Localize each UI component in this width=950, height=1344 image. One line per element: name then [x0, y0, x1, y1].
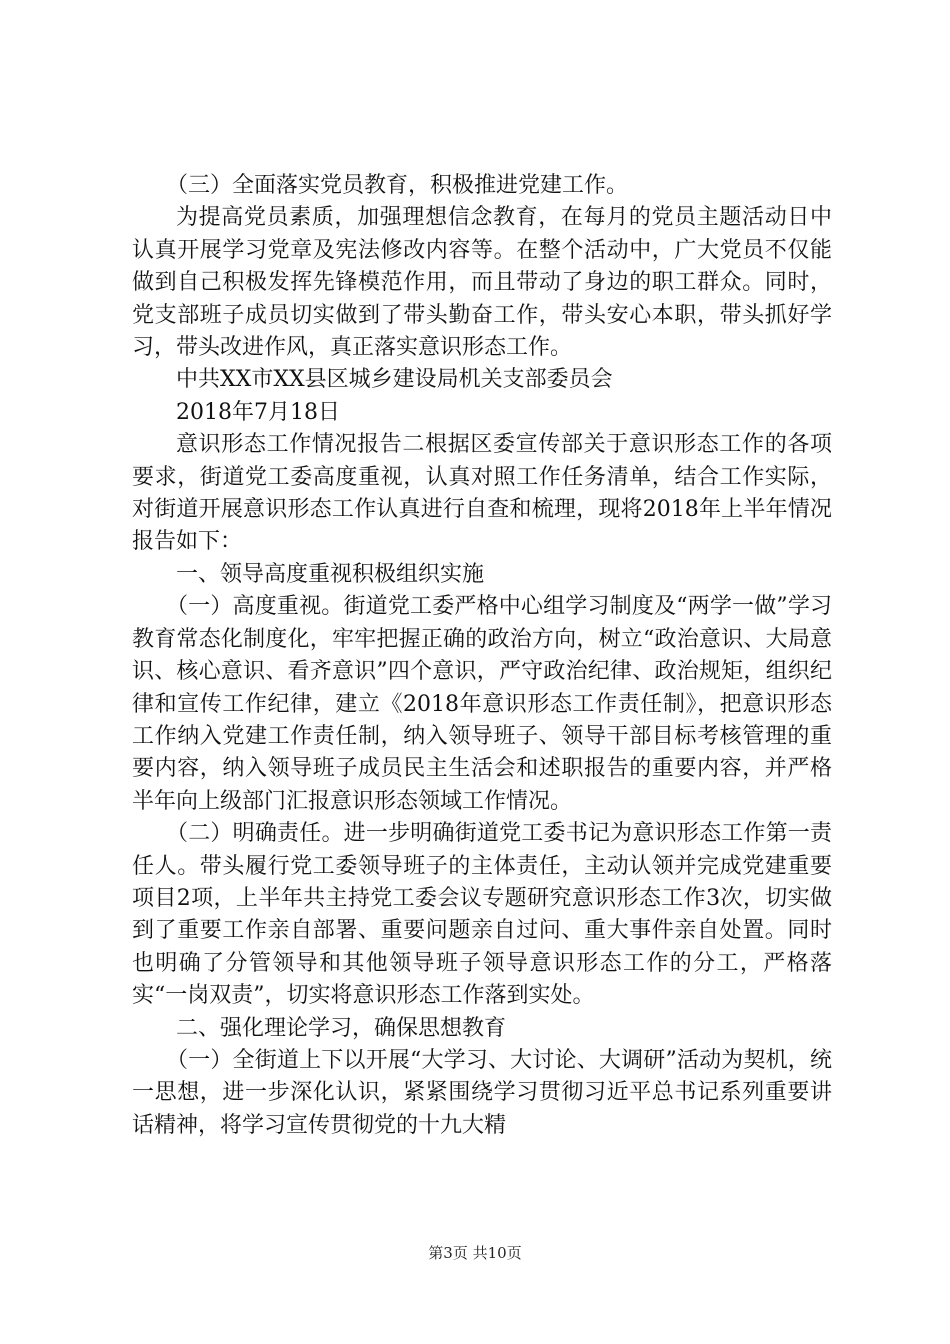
paragraph-high-attention: （一）高度重视。街道党工委严格中心组学习制度及“两学一做”学习教育常态化制度化，牢牢把握正确的政治方向，树立“政治意识、大局意识、核心意识、看齐意识”四个意识，严守政治纪律、政治规矩，组织纪律和宣传工作纪律，建立《2018年意识形态工作责任制》，把意识形态工作纳入党建工作责任制，纳入领导班子、领导干部目标考核管理的重要内容，纳入领导班子成员民主生活会和述职报告的重要内容，并严格半年向上级部门汇报意识形态领域工作情况。 — [132, 594, 832, 814]
heading-leadership: 一、领导高度重视积极组织实施 — [176, 561, 485, 587]
heading-theory-study: 二、强化理论学习，确保思想教育 — [176, 1015, 507, 1041]
report-two-intro: 意识形态工作情况报告二根据区委宣传部关于意识形态工作的各项要求，街道党工委高度重视，认真对照工作任务清单，结合工作实际，对街道开展意识形态工作认真进行自查和梳理，现将2018年上半年情况报告如下： — [132, 432, 832, 555]
section-heading-3: （三）全面落实党员教育，积极推进党建工作。 — [166, 173, 629, 198]
signature-date: 2018年7月18日 — [176, 399, 340, 425]
paragraph-study-activity: （一）全街道上下以开展“大学习、大讨论、大调研”活动为契机，统一思想，进一步深化认识，紧紧围绕学习贯彻习近平总书记系列重要讲话精神，将学习宣传贯彻党的十九大精 — [132, 1047, 832, 1138]
paragraph-clear-responsibility: （二）明确责任。进一步明确街道党工委书记为意识形态工作第一责任人。带头履行党工委领导班子的主体责任，主动认领并完成党建重要项目2项，上半年共主持党工委会议专题研究意识形态工作3次，切实做到了重要工作亲自部署、重要问题亲自过问、重大事件亲自处置。同时也明确了分管领导和其他领导班子领导意识形态工作的分工，严格落实“一岗双责”，切实将意识形态工作落到实处。 — [132, 821, 832, 1009]
page-footer — [0, 1243, 950, 1263]
document-body — [132, 170, 832, 1142]
paragraph-party-education: 为提高党员素质，加强理想信念教育，在每月的党员主题活动日中认真开展学习党章及宪法修改内容等。在整个活动中，广大党员不仅能做到自己积极发挥先锋模范作用，而且带动了身边的职工群众。同时，党支部班子成员切实做到了带头勤奋工作，带头安心本职，带头抓好学习，带头改进作风，真正落实意识形态工作。 — [132, 205, 832, 361]
signature-organization: 中共XX市XX县区城乡建设局机关支部委员会 — [176, 367, 613, 393]
page-number: 第3页 共10页 — [428, 1244, 522, 1262]
